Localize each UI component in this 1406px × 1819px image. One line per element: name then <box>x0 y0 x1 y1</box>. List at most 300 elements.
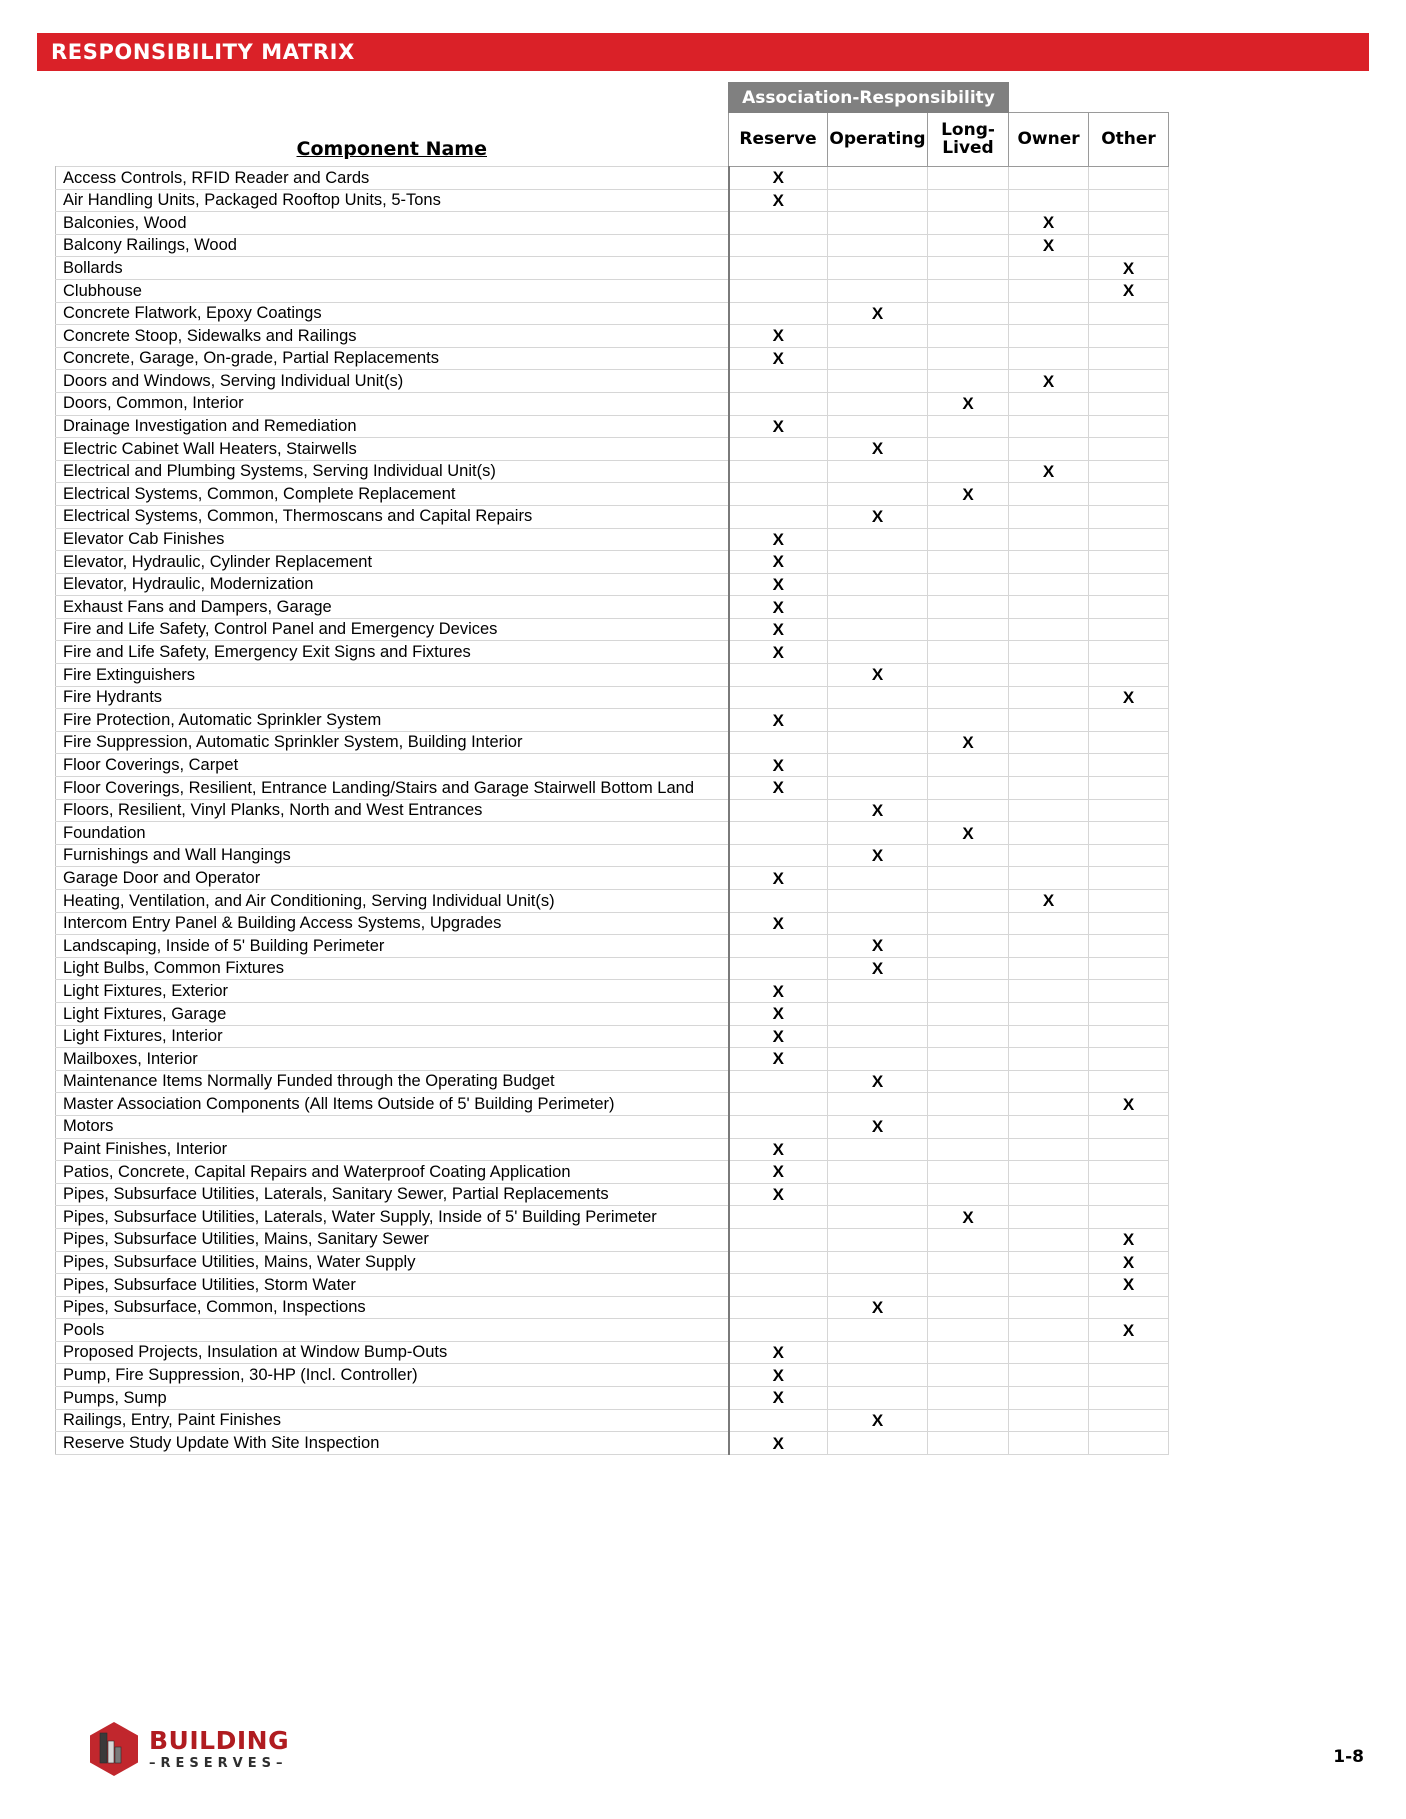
mark-cell-long-lived <box>928 302 1009 325</box>
component-name-cell: Landscaping, Inside of 5' Building Perimeter <box>56 935 729 958</box>
mark-cell-other <box>1089 709 1169 732</box>
table-row <box>56 754 1169 777</box>
table-row <box>56 1409 1169 1432</box>
mark-cell-other <box>1089 1002 1169 1025</box>
table-row <box>56 1387 1169 1410</box>
mark-cell-long-lived <box>928 1138 1009 1161</box>
mark-cell-owner <box>1009 189 1089 212</box>
mark-cell-operating <box>828 189 928 212</box>
mark-cell-operating <box>828 573 928 596</box>
mark-cell-reserve: X <box>729 1161 828 1184</box>
mark-cell-reserve: X <box>729 415 828 438</box>
mark-cell-owner: X <box>1009 460 1089 483</box>
table-row <box>56 799 1169 822</box>
component-name-cell: Maintenance Items Normally Funded through the Operating Budget <box>56 1070 729 1093</box>
mark-cell-reserve: X <box>729 325 828 348</box>
mark-cell-owner: X <box>1009 212 1089 235</box>
mark-cell-other <box>1089 1183 1169 1206</box>
mark-cell-operating <box>828 1364 928 1387</box>
mark-cell-other <box>1089 392 1169 415</box>
mark-cell-long-lived <box>928 890 1009 913</box>
component-name-cell: Pumps, Sump <box>56 1387 729 1410</box>
mark-cell-owner <box>1009 438 1089 461</box>
mark-cell-operating <box>828 709 928 732</box>
component-name-cell: Intercom Entry Panel & Building Access Systems, Upgrades <box>56 912 729 935</box>
mark-cell-owner <box>1009 822 1089 845</box>
table-row <box>56 279 1169 302</box>
mark-cell-reserve: X <box>729 1138 828 1161</box>
mark-cell-other <box>1089 234 1169 257</box>
mark-cell-reserve <box>729 1274 828 1297</box>
mark-cell-operating <box>828 1093 928 1116</box>
mark-cell-owner <box>1009 664 1089 687</box>
component-name-cell: Pipes, Subsurface Utilities, Laterals, Sanitary Sewer, Partial Replacements <box>56 1183 729 1206</box>
mark-cell-reserve: X <box>729 709 828 732</box>
mark-cell-other: X <box>1089 279 1169 302</box>
mark-cell-operating: X <box>828 664 928 687</box>
mark-cell-long-lived <box>928 1341 1009 1364</box>
mark-cell-owner <box>1009 1025 1089 1048</box>
mark-cell-operating <box>828 1048 928 1071</box>
component-name-cell: Electric Cabinet Wall Heaters, Stairwells <box>56 438 729 461</box>
component-name-cell: Reserve Study Update With Site Inspection <box>56 1432 729 1455</box>
mark-cell-reserve <box>729 1319 828 1342</box>
mark-cell-reserve <box>729 234 828 257</box>
mark-cell-operating: X <box>828 1409 928 1432</box>
component-name-cell: Bollards <box>56 257 729 280</box>
logo-line-reserves: –RESERVES– <box>149 1756 288 1771</box>
mark-cell-owner <box>1009 912 1089 935</box>
mark-cell-operating <box>828 415 928 438</box>
mark-cell-other <box>1089 212 1169 235</box>
mark-cell-long-lived <box>928 777 1009 800</box>
mark-cell-owner <box>1009 1115 1089 1138</box>
mark-cell-reserve <box>729 438 828 461</box>
mark-cell-owner <box>1009 596 1089 619</box>
mark-cell-reserve <box>729 370 828 393</box>
table-row <box>56 189 1169 212</box>
mark-cell-long-lived <box>928 1048 1009 1071</box>
group-header-association: Association-Responsibility <box>729 83 1009 113</box>
mark-cell-owner <box>1009 1251 1089 1274</box>
mark-cell-other <box>1089 754 1169 777</box>
mark-cell-owner <box>1009 1387 1089 1410</box>
table-row <box>56 1025 1169 1048</box>
component-name-cell: Pipes, Subsurface, Common, Inspections <box>56 1296 729 1319</box>
component-name-cell: Light Fixtures, Exterior <box>56 980 729 1003</box>
component-name-cell: Doors, Common, Interior <box>56 392 729 415</box>
mark-cell-owner <box>1009 1138 1089 1161</box>
mark-cell-long-lived <box>928 460 1009 483</box>
mark-cell-long-lived <box>928 1115 1009 1138</box>
column-header-reserve: Reserve <box>729 113 828 167</box>
mark-cell-reserve <box>729 279 828 302</box>
component-name-cell: Paint Finishes, Interior <box>56 1138 729 1161</box>
component-name-cell: Garage Door and Operator <box>56 867 729 890</box>
mark-cell-other <box>1089 867 1169 890</box>
mark-cell-reserve: X <box>729 189 828 212</box>
mark-cell-owner <box>1009 799 1089 822</box>
table-row <box>56 1070 1169 1093</box>
table-row <box>56 957 1169 980</box>
mark-cell-reserve <box>729 257 828 280</box>
mark-cell-long-lived <box>928 1070 1009 1093</box>
table-row <box>56 234 1169 257</box>
mark-cell-reserve <box>729 844 828 867</box>
table-row <box>56 1206 1169 1229</box>
mark-cell-long-lived <box>928 957 1009 980</box>
group-header-pad-other <box>1089 83 1169 113</box>
mark-cell-owner <box>1009 1048 1089 1071</box>
mark-cell-long-lived <box>928 844 1009 867</box>
component-name-cell: Concrete Flatwork, Epoxy Coatings <box>56 302 729 325</box>
mark-cell-long-lived <box>928 1387 1009 1410</box>
group-header-pad-owner <box>1009 83 1089 113</box>
mark-cell-reserve: X <box>729 167 828 190</box>
responsibility-matrix <box>55 82 1168 1455</box>
mark-cell-other <box>1089 822 1169 845</box>
mark-cell-other <box>1089 347 1169 370</box>
table-body <box>56 167 1169 1455</box>
mark-cell-long-lived <box>928 167 1009 190</box>
mark-cell-reserve <box>729 799 828 822</box>
mark-cell-other <box>1089 731 1169 754</box>
mark-cell-long-lived <box>928 867 1009 890</box>
component-name-cell: Elevator, Hydraulic, Modernization <box>56 573 729 596</box>
mark-cell-reserve <box>729 935 828 958</box>
mark-cell-long-lived <box>928 1183 1009 1206</box>
mark-cell-long-lived <box>928 1274 1009 1297</box>
mark-cell-other <box>1089 1387 1169 1410</box>
table-row <box>56 460 1169 483</box>
mark-cell-long-lived <box>928 641 1009 664</box>
component-name-cell: Pipes, Subsurface Utilities, Storm Water <box>56 1274 729 1297</box>
mark-cell-reserve <box>729 1093 828 1116</box>
mark-cell-long-lived <box>928 279 1009 302</box>
table-row <box>56 505 1169 528</box>
mark-cell-operating: X <box>828 844 928 867</box>
mark-cell-operating <box>828 392 928 415</box>
mark-cell-operating <box>828 1002 928 1025</box>
mark-cell-long-lived <box>928 189 1009 212</box>
mark-cell-other <box>1089 912 1169 935</box>
mark-cell-other <box>1089 483 1169 506</box>
mark-cell-other <box>1089 1341 1169 1364</box>
component-name-cell: Pump, Fire Suppression, 30-HP (Incl. Controller) <box>56 1364 729 1387</box>
mark-cell-long-lived: X <box>928 731 1009 754</box>
mark-cell-operating <box>828 777 928 800</box>
component-name-cell: Exhaust Fans and Dampers, Garage <box>56 596 729 619</box>
mark-cell-operating <box>828 257 928 280</box>
component-name-cell: Pipes, Subsurface Utilities, Laterals, Water Supply, Inside of 5' Building Perimeter <box>56 1206 729 1229</box>
mark-cell-operating <box>828 483 928 506</box>
mark-cell-reserve <box>729 212 828 235</box>
component-name-cell: Electrical Systems, Common, Thermoscans and Capital Repairs <box>56 505 729 528</box>
mark-cell-other <box>1089 189 1169 212</box>
mark-cell-operating <box>828 686 928 709</box>
mark-cell-long-lived <box>928 257 1009 280</box>
component-name-cell: Fire Hydrants <box>56 686 729 709</box>
mark-cell-long-lived <box>928 1025 1009 1048</box>
mark-cell-operating <box>828 822 928 845</box>
mark-cell-long-lived <box>928 1161 1009 1184</box>
mark-cell-operating <box>828 279 928 302</box>
mark-cell-reserve <box>729 460 828 483</box>
mark-cell-owner <box>1009 731 1089 754</box>
mark-cell-owner <box>1009 686 1089 709</box>
table-row <box>56 822 1169 845</box>
page-footer <box>0 1709 1406 1789</box>
mark-cell-reserve: X <box>729 528 828 551</box>
mark-cell-reserve: X <box>729 347 828 370</box>
mark-cell-operating: X <box>828 438 928 461</box>
mark-cell-reserve: X <box>729 867 828 890</box>
mark-cell-reserve <box>729 1115 828 1138</box>
mark-cell-operating: X <box>828 799 928 822</box>
mark-cell-operating <box>828 1251 928 1274</box>
component-name-cell: Light Fixtures, Garage <box>56 1002 729 1025</box>
component-name-cell: Foundation <box>56 822 729 845</box>
table-row <box>56 551 1169 574</box>
mark-cell-owner <box>1009 279 1089 302</box>
mark-cell-reserve: X <box>729 596 828 619</box>
mark-cell-reserve <box>729 890 828 913</box>
mark-cell-reserve: X <box>729 1048 828 1071</box>
page-banner <box>37 33 1369 71</box>
mark-cell-operating <box>828 325 928 348</box>
table-row <box>56 664 1169 687</box>
mark-cell-long-lived <box>928 347 1009 370</box>
mark-cell-long-lived: X <box>928 822 1009 845</box>
table-row <box>56 980 1169 1003</box>
table-head <box>56 83 1169 167</box>
table-row <box>56 844 1169 867</box>
table-row <box>56 1341 1169 1364</box>
mark-cell-other <box>1089 844 1169 867</box>
mark-cell-owner <box>1009 709 1089 732</box>
mark-cell-owner <box>1009 1319 1089 1342</box>
component-name-cell: Electrical and Plumbing Systems, Serving Individual Unit(s) <box>56 460 729 483</box>
component-name-cell: Elevator Cab Finishes <box>56 528 729 551</box>
mark-cell-long-lived <box>928 596 1009 619</box>
mark-cell-operating <box>828 1387 928 1410</box>
mark-cell-other <box>1089 618 1169 641</box>
table-row <box>56 212 1169 235</box>
mark-cell-operating <box>828 1161 928 1184</box>
mark-cell-owner <box>1009 1432 1089 1455</box>
mark-cell-other <box>1089 460 1169 483</box>
mark-cell-operating <box>828 1025 928 1048</box>
mark-cell-operating: X <box>828 1070 928 1093</box>
mark-cell-other <box>1089 935 1169 958</box>
mark-cell-owner <box>1009 528 1089 551</box>
component-name-cell: Light Bulbs, Common Fixtures <box>56 957 729 980</box>
mark-cell-reserve: X <box>729 980 828 1003</box>
mark-cell-long-lived <box>928 618 1009 641</box>
mark-cell-owner <box>1009 618 1089 641</box>
component-name-cell: Floor Coverings, Carpet <box>56 754 729 777</box>
table-row <box>56 573 1169 596</box>
mark-cell-long-lived <box>928 980 1009 1003</box>
mark-cell-operating: X <box>828 1296 928 1319</box>
mark-cell-operating: X <box>828 935 928 958</box>
table-row <box>56 1048 1169 1071</box>
mark-cell-long-lived <box>928 1093 1009 1116</box>
mark-cell-other: X <box>1089 1228 1169 1251</box>
component-name-cell: Fire and Life Safety, Emergency Exit Signs and Fixtures <box>56 641 729 664</box>
mark-cell-owner <box>1009 415 1089 438</box>
logo-wordmark <box>149 1728 289 1770</box>
component-name-cell: Fire and Life Safety, Control Panel and Emergency Devices <box>56 618 729 641</box>
mark-cell-owner: X <box>1009 370 1089 393</box>
component-name-cell: Fire Suppression, Automatic Sprinkler System, Building Interior <box>56 731 729 754</box>
mark-cell-long-lived <box>928 528 1009 551</box>
mark-cell-owner <box>1009 167 1089 190</box>
mark-cell-reserve: X <box>729 641 828 664</box>
table-row <box>56 890 1169 913</box>
mark-cell-owner <box>1009 1070 1089 1093</box>
mark-cell-reserve: X <box>729 754 828 777</box>
mark-cell-operating: X <box>828 957 928 980</box>
table-row <box>56 302 1169 325</box>
table-row <box>56 438 1169 461</box>
mark-cell-reserve: X <box>729 1025 828 1048</box>
mark-cell-other <box>1089 1138 1169 1161</box>
mark-cell-owner <box>1009 1341 1089 1364</box>
mark-cell-reserve: X <box>729 1364 828 1387</box>
table-row <box>56 1251 1169 1274</box>
mark-cell-owner <box>1009 935 1089 958</box>
mark-cell-long-lived <box>928 754 1009 777</box>
mark-cell-owner: X <box>1009 234 1089 257</box>
column-header-row <box>56 113 1169 167</box>
mark-cell-owner <box>1009 980 1089 1003</box>
mark-cell-reserve <box>729 1070 828 1093</box>
table-row <box>56 1228 1169 1251</box>
mark-cell-long-lived: X <box>928 483 1009 506</box>
mark-cell-other <box>1089 596 1169 619</box>
mark-cell-long-lived <box>928 1409 1009 1432</box>
mark-cell-other <box>1089 505 1169 528</box>
mark-cell-owner <box>1009 1296 1089 1319</box>
mark-cell-reserve <box>729 302 828 325</box>
mark-cell-long-lived <box>928 1251 1009 1274</box>
mark-cell-other <box>1089 302 1169 325</box>
mark-cell-other <box>1089 325 1169 348</box>
table-row <box>56 257 1169 280</box>
mark-cell-reserve <box>729 664 828 687</box>
mark-cell-reserve: X <box>729 1183 828 1206</box>
mark-cell-long-lived <box>928 1364 1009 1387</box>
mark-cell-other <box>1089 167 1169 190</box>
mark-cell-reserve: X <box>729 551 828 574</box>
mark-cell-other <box>1089 528 1169 551</box>
mark-cell-reserve <box>729 1296 828 1319</box>
mark-cell-long-lived <box>928 505 1009 528</box>
mark-cell-reserve <box>729 686 828 709</box>
table-row <box>56 1138 1169 1161</box>
component-name-cell: Pipes, Subsurface Utilities, Mains, Water Supply <box>56 1251 729 1274</box>
component-name-cell: Heating, Ventilation, and Air Conditioning, Serving Individual Unit(s) <box>56 890 729 913</box>
table-row <box>56 347 1169 370</box>
mark-cell-operating <box>828 370 928 393</box>
mark-cell-owner <box>1009 867 1089 890</box>
mark-cell-operating <box>828 1206 928 1229</box>
table-row <box>56 1296 1169 1319</box>
mark-cell-owner <box>1009 392 1089 415</box>
component-name-cell: Floor Coverings, Resilient, Entrance Landing/Stairs and Garage Stairwell Bottom Land <box>56 777 729 800</box>
mark-cell-operating <box>828 618 928 641</box>
mark-cell-owner <box>1009 641 1089 664</box>
mark-cell-owner <box>1009 551 1089 574</box>
component-name-cell: Floors, Resilient, Vinyl Planks, North and West Entrances <box>56 799 729 822</box>
mark-cell-other <box>1089 1161 1169 1184</box>
mark-cell-other <box>1089 1206 1169 1229</box>
component-name-cell: Elevator, Hydraulic, Cylinder Replacement <box>56 551 729 574</box>
matrix-table <box>55 82 1169 1455</box>
table-row <box>56 1115 1169 1138</box>
table-row <box>56 1319 1169 1342</box>
mark-cell-reserve <box>729 483 828 506</box>
mark-cell-long-lived <box>928 370 1009 393</box>
mark-cell-operating <box>828 551 928 574</box>
mark-cell-other <box>1089 1409 1169 1432</box>
mark-cell-long-lived <box>928 799 1009 822</box>
mark-cell-owner <box>1009 1274 1089 1297</box>
mark-cell-other: X <box>1089 257 1169 280</box>
mark-cell-other <box>1089 415 1169 438</box>
mark-cell-long-lived <box>928 234 1009 257</box>
mark-cell-long-lived <box>928 664 1009 687</box>
mark-cell-operating <box>828 460 928 483</box>
table-row <box>56 528 1169 551</box>
component-name-cell: Electrical Systems, Common, Complete Replacement <box>56 483 729 506</box>
mark-cell-owner <box>1009 777 1089 800</box>
component-name-cell: Railings, Entry, Paint Finishes <box>56 1409 729 1432</box>
component-name-cell: Concrete Stoop, Sidewalks and Railings <box>56 325 729 348</box>
mark-cell-reserve <box>729 1228 828 1251</box>
mark-cell-reserve <box>729 392 828 415</box>
component-name-cell: Clubhouse <box>56 279 729 302</box>
building-reserves-logo <box>88 1721 289 1777</box>
mark-cell-other <box>1089 1070 1169 1093</box>
mark-cell-operating <box>828 212 928 235</box>
mark-cell-reserve <box>729 1251 828 1274</box>
component-name-cell: Fire Protection, Automatic Sprinkler System <box>56 709 729 732</box>
mark-cell-owner <box>1009 1228 1089 1251</box>
table-row <box>56 1364 1169 1387</box>
mark-cell-other <box>1089 1296 1169 1319</box>
mark-cell-operating <box>828 1138 928 1161</box>
mark-cell-reserve: X <box>729 1432 828 1455</box>
mark-cell-long-lived <box>928 438 1009 461</box>
table-row <box>56 1274 1169 1297</box>
mark-cell-owner <box>1009 325 1089 348</box>
mark-cell-reserve <box>729 731 828 754</box>
mark-cell-other <box>1089 641 1169 664</box>
mark-cell-other <box>1089 1432 1169 1455</box>
mark-cell-owner <box>1009 573 1089 596</box>
mark-cell-operating <box>828 980 928 1003</box>
mark-cell-reserve <box>729 957 828 980</box>
component-name-cell: Furnishings and Wall Hangings <box>56 844 729 867</box>
table-row <box>56 935 1169 958</box>
mark-cell-long-lived <box>928 935 1009 958</box>
mark-cell-operating <box>828 1341 928 1364</box>
mark-cell-other <box>1089 438 1169 461</box>
mark-cell-owner <box>1009 957 1089 980</box>
logo-hexagon-icon <box>88 1721 140 1777</box>
